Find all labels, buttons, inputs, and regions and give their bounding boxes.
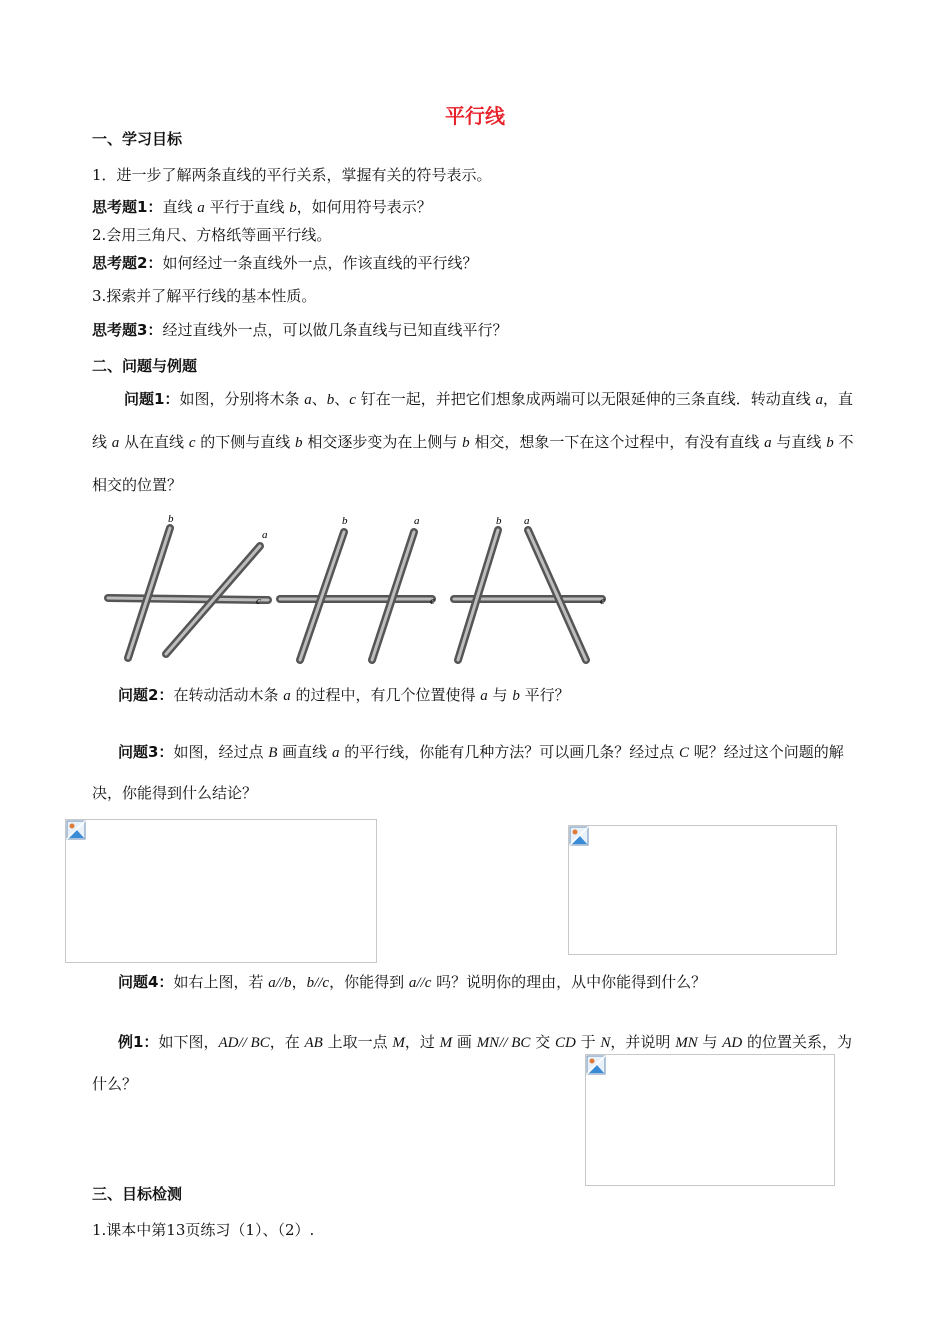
think-1-label: 思考题1：	[92, 198, 163, 216]
think-question-3	[92, 319, 507, 340]
problem-4	[118, 971, 706, 992]
text: 的过程中，有几个位置使得	[290, 686, 481, 704]
text: 、	[311, 390, 327, 408]
text: ，在	[269, 1033, 305, 1051]
text: 的平行线，你能有几种方法？可以画几条？经过点	[339, 743, 679, 761]
think-3-text: 经过直线外一点，可以做几条直线与已知直线平行？	[162, 321, 508, 339]
assessment-item-1: 1.课本中第13页练习（1）、（2）.	[92, 1221, 315, 1239]
text: 在转动活动木条	[173, 686, 284, 704]
example-1-continued: 什么？	[92, 1075, 138, 1093]
text: 平行于直线	[204, 198, 290, 216]
math: CD	[555, 1035, 576, 1051]
problem-1	[92, 378, 862, 506]
var: a	[764, 435, 772, 451]
text: 画	[452, 1033, 477, 1051]
goal-3: 3.探索并了解平行线的基本性质。	[92, 287, 317, 305]
text: 与直线	[771, 433, 827, 451]
var: b	[512, 688, 520, 704]
var: a	[111, 435, 120, 451]
goal-1: 1．进一步了解两条直线的平行关系，掌握有关的符号表示。	[92, 166, 492, 184]
var: b	[295, 435, 303, 451]
var: C	[678, 745, 689, 761]
text: 不相交的位置？	[92, 433, 854, 494]
math: MN	[675, 1035, 698, 1051]
math: AD// BC	[218, 1035, 270, 1051]
text: 平行？	[519, 686, 570, 704]
problem-3-label: 问题3：	[118, 743, 174, 761]
text: 画直线	[277, 743, 332, 761]
section-heading-assessment: 三、目标检测	[92, 1185, 183, 1203]
math: AB	[304, 1035, 323, 1051]
broken-image-icon	[569, 826, 589, 846]
text: 吗？说明你的理由，从中你能得到什么？	[431, 973, 707, 991]
text: 交	[530, 1033, 555, 1051]
var: a	[480, 688, 488, 704]
text: ，你能得到	[329, 973, 409, 991]
figure-placeholder-left	[65, 819, 377, 963]
math: b//c	[306, 975, 330, 991]
text: 相交，想象一下在这个过程中，有没有直线	[469, 433, 765, 451]
think-question-1	[92, 196, 432, 217]
text: 呢？经过这个问题的解决，你能得到什么结论？	[92, 743, 844, 802]
text: 与	[487, 686, 513, 704]
text: ，过	[404, 1033, 440, 1051]
text: 如图，经过点	[173, 743, 269, 761]
text: 如右上图，若	[173, 973, 269, 991]
var: a	[331, 745, 340, 761]
text: 直线	[162, 198, 198, 216]
label-b: b	[496, 515, 502, 527]
stick-b-highlight	[128, 528, 170, 658]
var: a	[197, 200, 205, 216]
text: 相交逐步变为在上侧与	[302, 433, 463, 451]
think-2-text: 如何经过一条直线外一点，作该直线的平行线？	[162, 254, 478, 272]
think-question-2	[92, 252, 477, 273]
page-title: 平行线	[445, 104, 505, 128]
math: MN// BC	[476, 1035, 531, 1051]
var: a	[283, 688, 291, 704]
section-heading-problems: 二、问题与例题	[92, 357, 198, 375]
math: a//c	[408, 975, 432, 991]
math: N	[600, 1035, 611, 1051]
broken-image-icon	[586, 1055, 606, 1075]
text: 、	[334, 390, 350, 408]
text: 如下图，	[158, 1033, 219, 1051]
text: ，直线	[92, 390, 853, 451]
text: ，	[291, 973, 307, 991]
text: 从在直线	[119, 433, 189, 451]
label-c: c	[430, 595, 435, 607]
var: c	[188, 435, 196, 451]
math: AD	[722, 1035, 743, 1051]
var: B	[268, 745, 278, 761]
label-c: c	[256, 595, 261, 607]
think-3-label: 思考题3：	[92, 321, 163, 339]
math: a//b	[268, 975, 292, 991]
var: a	[815, 392, 823, 408]
problem-1-label: 问题1：	[124, 390, 180, 408]
text: 钉在一起，并把它们想象成两端可以无限延伸的三条直线．转动直线	[355, 390, 816, 408]
label-c: c	[600, 595, 605, 607]
text: ，并说明	[610, 1033, 676, 1051]
example-1-label: 例1：	[118, 1033, 159, 1051]
text: 于	[575, 1033, 601, 1051]
text: 的下侧与直线	[195, 433, 296, 451]
label-a: a	[524, 515, 530, 527]
figure-placeholder-right	[568, 825, 837, 955]
var: b	[326, 392, 335, 408]
figure-panel-1	[108, 513, 268, 658]
goal-2: 2.会用三角尺、方格纸等画平行线。	[92, 226, 332, 244]
text: 如图，分别将木条	[179, 390, 305, 408]
var: a	[304, 392, 312, 408]
text: 的位置关系，为	[742, 1033, 853, 1051]
label-b: b	[342, 515, 348, 527]
math: M	[392, 1035, 405, 1051]
label-b: b	[168, 513, 174, 525]
broken-image-icon	[66, 820, 86, 840]
problem-2	[118, 684, 570, 705]
stick-c-highlight	[108, 598, 268, 600]
text: 上取一点	[322, 1033, 393, 1051]
figure-panel-2	[280, 515, 435, 660]
text: 与	[697, 1033, 723, 1051]
label-a: a	[414, 515, 420, 527]
math: M	[439, 1035, 453, 1051]
text: ，如何用符号表示？	[296, 198, 432, 216]
section-heading-goals: 一、学习目标	[92, 130, 183, 148]
problem-3	[92, 732, 862, 813]
var: b	[289, 200, 297, 216]
example-1	[118, 1031, 852, 1052]
var: c	[349, 392, 356, 408]
var: b	[462, 435, 470, 451]
wooden-sticks-figure	[100, 508, 612, 668]
label-a: a	[262, 529, 268, 541]
figure-placeholder-example	[585, 1054, 835, 1186]
var: b	[826, 435, 834, 451]
figure-panel-3	[454, 515, 605, 660]
problem-2-label: 问题2：	[118, 686, 174, 704]
problem-4-label: 问题4：	[118, 973, 174, 991]
think-2-label: 思考题2：	[92, 254, 163, 272]
